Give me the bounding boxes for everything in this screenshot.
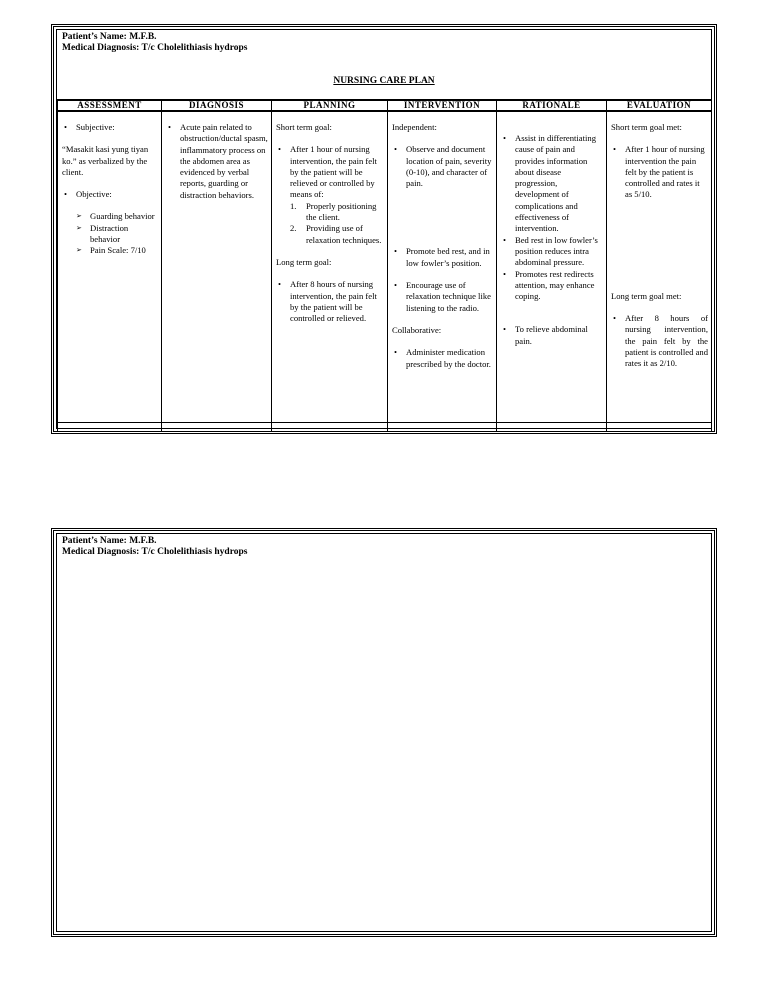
long-term-evaluation-text: • After 8 hours of nursing intervention, the pain felt by the patient is controlled and rates it as 2/10.: [611, 313, 708, 369]
rationale-item: • Bed rest in low fowler’s position reduces intra abdominal pressure.: [501, 235, 603, 269]
medical-diagnosis-line: [62, 43, 247, 54]
evaluation-cell: [607, 111, 712, 432]
objective-item: ➢ Pain Scale: 7/10: [62, 245, 158, 256]
objective-item: ➢ Distraction behavior: [62, 223, 158, 246]
patient-header: [62, 536, 247, 558]
rationale-cell: [497, 111, 607, 432]
collaborative-item: • Administer medication prescribed by the doctor.: [392, 347, 493, 370]
column-header-assessment: ASSESSMENT: [58, 100, 162, 111]
goal-means-item: 2. Providing use of relaxation techniques.: [290, 223, 382, 245]
long-term-goal-text: • After 8 hours of nursing intervention, the pain felt by the patient will be controlled or relieved.: [276, 279, 384, 324]
diagnosis-cell: [162, 111, 272, 432]
care-plan-sheet: [51, 24, 717, 434]
planning-cell: [272, 111, 388, 432]
intervention-item: • Observe and document location of pain, severity (0-10), and character of pain.: [392, 144, 493, 189]
goal-means-item: 1. Properly positioning the client.: [290, 200, 377, 223]
intervention-cell: [388, 111, 497, 432]
page-title: NURSING CARE PLAN: [333, 76, 435, 86]
table-row: [58, 111, 712, 432]
long-term-goal-met-label: Long term goal met:: [611, 290, 682, 301]
short-term-goal-met-label: Short term goal met:: [611, 122, 682, 132]
column-header-rationale: RATIONALE: [497, 100, 607, 111]
objective-item: ➢ Guarding behavior: [62, 211, 158, 222]
intervention-item: • Encourage use of relaxation technique like listening to the radio.: [392, 280, 493, 314]
care-plan-table: [57, 99, 712, 432]
goal-means-text: Properly positioning the client.: [306, 200, 377, 223]
rationale-item: • Promotes rest redirects attention, may enhance coping.: [501, 269, 603, 303]
patient-header: [62, 32, 247, 54]
nursing-diagnosis-text: • Acute pain related to obstruction/ductal spasm, inflammatory process on the abdomen area as evidenced by verbal reports, guarding or distraction behaviors.: [166, 122, 268, 201]
column-header-planning: PLANNING: [272, 100, 388, 111]
patient-name-line: [62, 536, 247, 547]
long-term-goal-label: Long term goal:: [276, 256, 332, 267]
short-term-goal-text: • After 1 hour of nursing intervention, the pain felt by the patient will be relieved or controlled by means of:: [276, 144, 384, 200]
objective-label: • Objective:: [62, 189, 158, 200]
medical-diagnosis-label: Medical Diagnosis:: [62, 43, 140, 53]
short-term-evaluation-text: • After 1 hour of nursing intervention the pain felt by the patient is controlled and rates it as 5/10.: [611, 144, 708, 200]
medical-diagnosis-value: T/c Cholelithiasis hydrops: [141, 547, 248, 557]
patient-name-line: [62, 32, 247, 43]
subjective-quote: “Masakit kasi yung tiyan ko.” as verbalized by the client.: [62, 144, 149, 177]
column-header-intervention: INTERVENTION: [388, 100, 497, 111]
patient-name-value: M.F.B.: [129, 536, 157, 546]
patient-name-value: M.F.B.: [129, 32, 157, 42]
intervention-item: • Promote bed rest, and in low fowler’s position.: [392, 246, 493, 269]
patient-name-label: Patient’s Name:: [62, 32, 127, 42]
independent-label: Independent:: [392, 122, 437, 132]
medical-diagnosis-value: T/c Cholelithiasis hydrops: [141, 43, 248, 53]
rationale-item: • Assist in differentiating cause of pain and provides information about disease progression, development of complications and effectiveness of intervention.: [501, 133, 603, 235]
column-header-evaluation: EVALUATION: [607, 100, 712, 111]
care-plan-sheet-continuation: [51, 528, 717, 937]
medical-diagnosis-label: Medical Diagnosis:: [62, 547, 140, 557]
medical-diagnosis-line: [62, 547, 247, 558]
collaborative-label: Collaborative:: [392, 324, 442, 335]
patient-name-label: Patient’s Name:: [62, 536, 127, 546]
table-bottom-rule: [57, 422, 711, 423]
subjective-label: • Subjective:: [62, 122, 158, 133]
goal-means-text: Providing use of relaxation techniques.: [306, 223, 382, 245]
column-header-diagnosis: DIAGNOSIS: [162, 100, 272, 111]
short-term-goal-label: Short term goal:: [276, 122, 332, 132]
assessment-cell: [58, 111, 162, 432]
rationale-item: • To relieve abdominal pain.: [501, 324, 603, 347]
table-header-row: [58, 100, 712, 111]
